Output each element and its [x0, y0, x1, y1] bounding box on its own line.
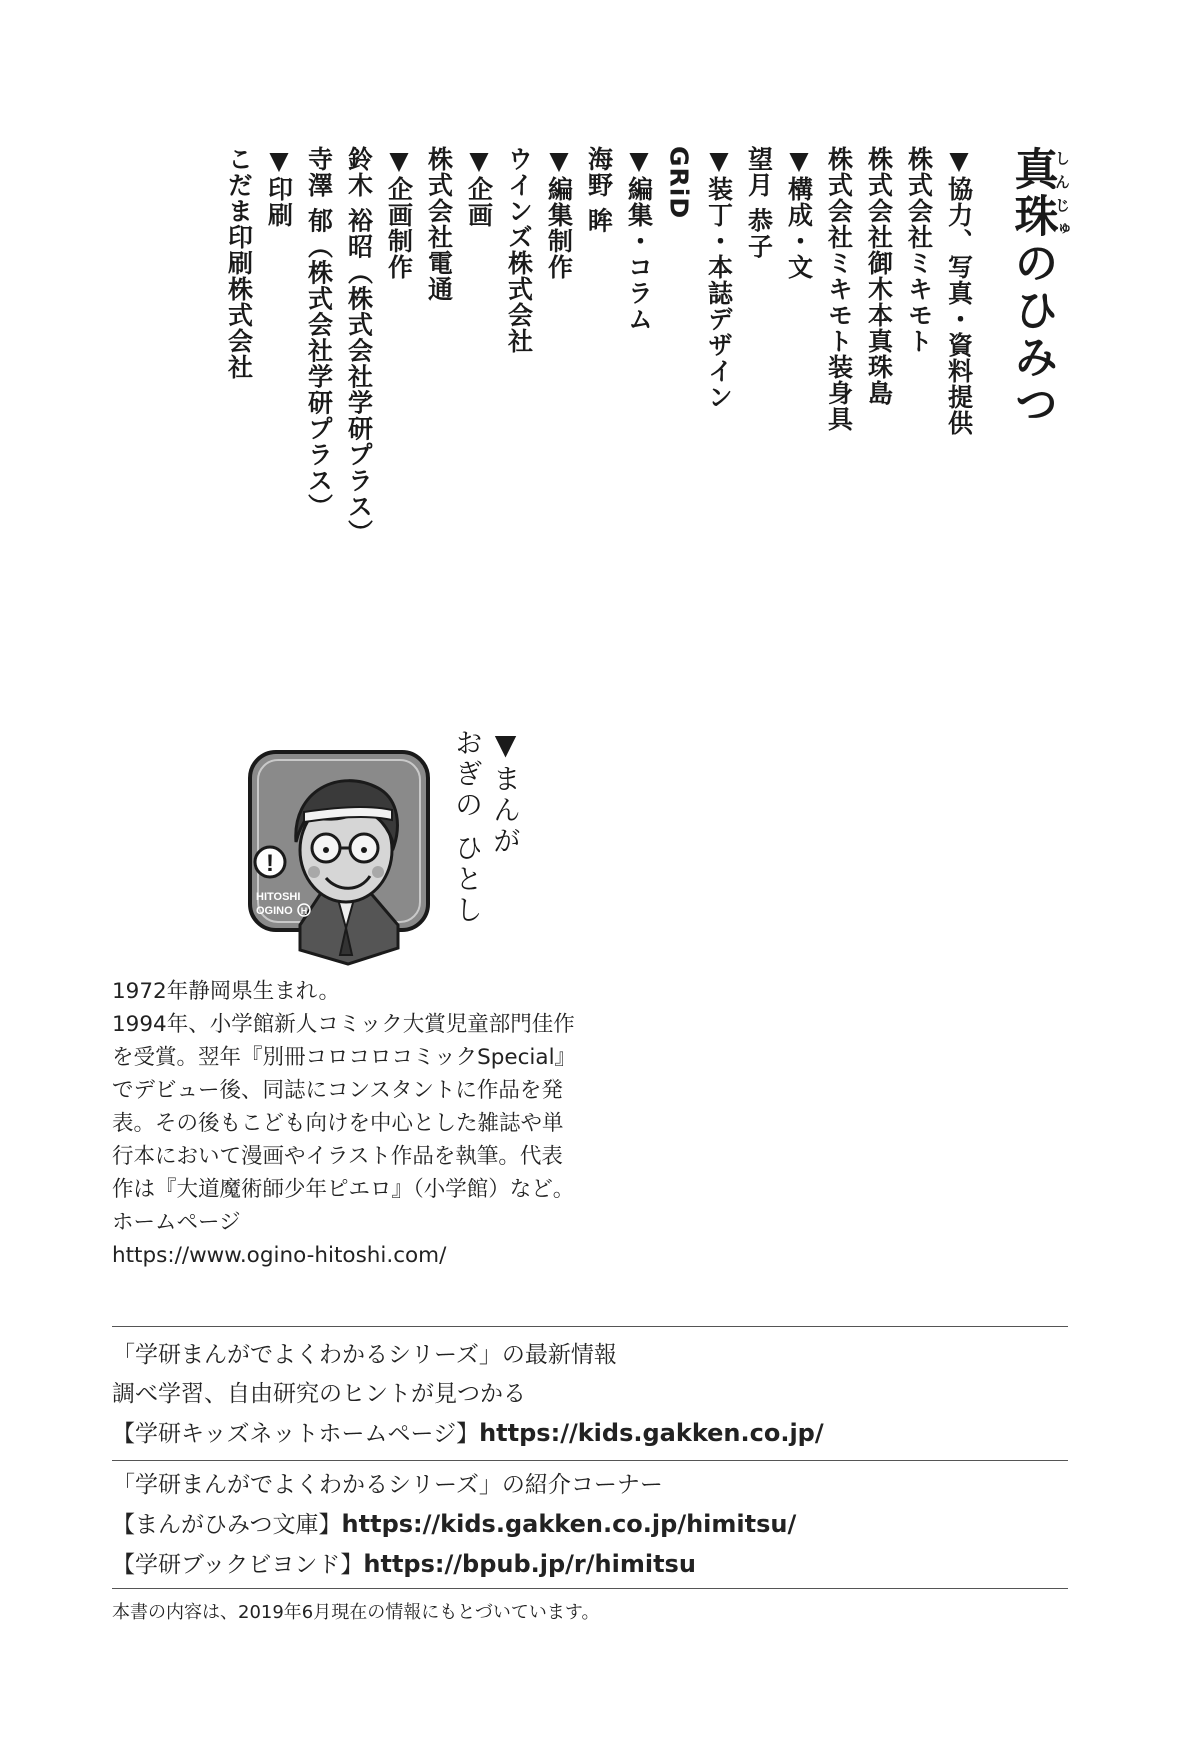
credit-heading-planning-production: ▼企画制作 [384, 146, 414, 280]
credit-line: 株式会社ミキモト装身具 [824, 146, 854, 432]
credit-line: GRiD [664, 146, 694, 220]
links-latest-heading: 「学研まんがでよくわかるシリーズ」の最新情報 [112, 1342, 617, 1368]
credit-line: 株式会社御木本真珠島 [864, 146, 894, 406]
links-block-intro [112, 1466, 1072, 1585]
divider-top [112, 1326, 1068, 1327]
links-kidsnet-row [112, 1414, 1072, 1454]
credit-heading-planning: ▼企画 [464, 146, 494, 228]
himitsu-link[interactable]: https://kids.gakken.co.jp/himitsu/ [341, 1510, 797, 1538]
bio-homepage-url[interactable]: https://www.ogino-hitoshi.com/ [112, 1243, 447, 1268]
links-bookbeyond-row [112, 1545, 1072, 1585]
divider-bottom [112, 1588, 1068, 1589]
manga-heading: ▼まんが [489, 728, 522, 857]
credit-line: 鈴木 裕昭（株式会社学研プラス） [344, 146, 374, 546]
title-kanji-1: 真しん [1006, 146, 1071, 193]
avatar-badge: H [300, 906, 308, 916]
links-himitsu-row [112, 1505, 1072, 1545]
bio-line: 1972年静岡県生まれ。 [112, 979, 341, 1004]
title-kanji-2: 珠じゅ [1006, 193, 1071, 240]
avatar-label-last: OGINO [256, 905, 293, 917]
kidsnet-link[interactable]: https://kids.gakken.co.jp/ [479, 1419, 824, 1447]
bio-line: 1994年、小学館新人コミック大賞児童部門佳作 [112, 1012, 575, 1037]
credit-line: こだま印刷株式会社 [224, 146, 254, 380]
links-intro-heading: 「学研まんがでよくわかるシリーズ」の紹介コーナー [112, 1472, 663, 1498]
exclamation-mark: ! [266, 850, 274, 877]
links-block-latest [112, 1336, 1072, 1454]
links-kidsnet-label: 【学研キッズネットホームページ】 [112, 1421, 480, 1447]
credit-heading-design: ▼装丁・本誌デザイン [704, 146, 734, 410]
credit-line: 望月 恭子 [744, 146, 774, 260]
bio-line: を受賞。翌年『別冊コロコロコミックSpecial』 [112, 1045, 577, 1070]
credit-heading-writing: ▼構成・文 [784, 146, 814, 280]
links-himitsu-label: 【まんがひみつ文庫】 [112, 1512, 342, 1538]
bio-line: でデビュー後、同誌にコンスタントに作品を発 [112, 1078, 563, 1103]
credit-heading-editing: ▼編集・コラム [624, 146, 654, 332]
credits-block [219, 146, 1071, 576]
credit-line: 海野 眸 [584, 146, 614, 234]
artist-avatar [248, 750, 434, 966]
bio-line: 作は『大道魔術師少年ピエロ』（小学館）など。 [112, 1177, 575, 1202]
credit-line: 寺澤 郁（株式会社学研プラス） [304, 146, 334, 520]
manga-artist-name: おぎの ひとし [451, 728, 484, 926]
bio-line: ホームページ [112, 1210, 241, 1235]
avatar-label-first: HITOSHI [256, 891, 301, 903]
bookbeyond-link[interactable]: https://bpub.jp/r/himitsu [363, 1550, 696, 1578]
credit-heading-printing: ▼印刷 [264, 146, 294, 228]
credit-line: 株式会社ミキモト [904, 146, 934, 354]
artist-bio [112, 975, 602, 1272]
credit-line: ウインズ株式会社 [504, 146, 534, 354]
credit-line: 株式会社電通 [424, 146, 454, 302]
bio-line: 行本において漫画やイラスト作品を執筆。代表 [112, 1144, 563, 1169]
credit-heading-cooperation: ▼協力、写真・資料提供 [944, 146, 974, 436]
manga-credit [448, 728, 524, 926]
book-title: 真しん珠じゅのひみつ [1006, 146, 1071, 428]
bio-line: 表。その後もこども向けを中心とした雑誌や単 [112, 1111, 564, 1136]
links-bookbeyond-label: 【学研ブックビヨンド】 [112, 1552, 364, 1578]
credit-heading-production: ▼編集制作 [544, 146, 574, 280]
footnote: 本書の内容は、2019年6月現在の情報にもとづいています。 [112, 1602, 600, 1623]
links-latest-subheading: 調べ学習、自由研究のヒントが見つかる [112, 1381, 526, 1407]
divider-middle [112, 1460, 1068, 1461]
avatar-illustration [248, 750, 434, 966]
